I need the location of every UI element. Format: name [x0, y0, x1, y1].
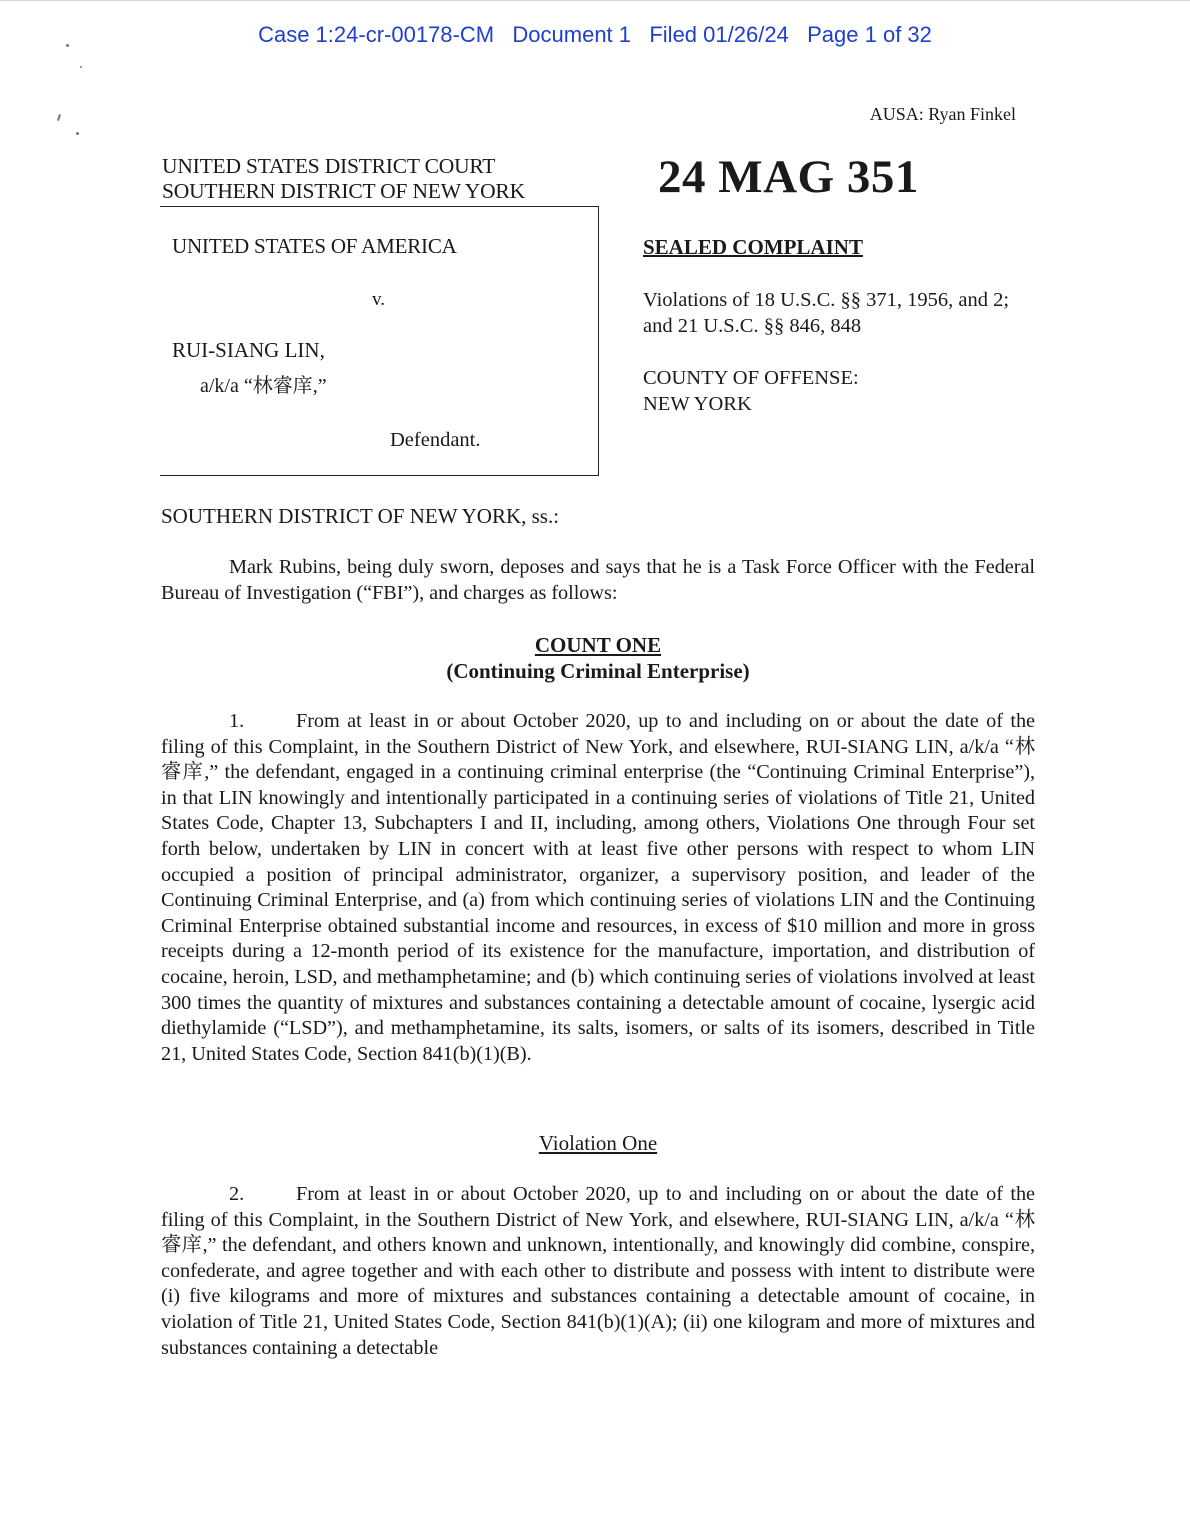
paragraph-1-text: From at least in or about October 2020, up to and including on or about the date of the filing of this Complaint, in the Southern District of New York, and elsewhere, RUI-SIANG LIN, a/k/a “林睿庠,” the defendant, engaged in a continuing criminal enterprise (the “Continuing Criminal Enterprise”), in that LIN knowingly and intentionally participated in a continuing series of violations of Title 21, United States Code, Chapter 13, Subchapters I and II, including, among others, Violations One through Four set forth below, undertaken by LIN in concert with at least five other persons with respect to whom LIN occupied a position of principal administrator, organizer, a supervisory position, and leader of the Continuing Criminal Enterprise, and (a) from which continuing series of violations LIN and the Continuing Criminal Enterprise obtained substantial income and resources, in excess of $10 million and more in gross receipts during a 12-month period of its existence for the manufacture, importation, and distribution of cocaine, heroin, LSD, and methamphetamine; and (b) which continuing series of violations involved at least 300 times the quantity of mixtures and substances containing a detectable amount of cocaine, lysergic acid diethylamide (“LSD”), and methamphetamine, its salts, isomers, or salts of its isomers, described in Title 21, United States Code, Section 841(b)(1)(B). — [161, 710, 1035, 1065]
intro-text: Mark Rubins, being duly sworn, deposes and says that he is a Task Force Officer with the Federal Bureau of Investigation (“FBI”), and charges as follows: — [161, 556, 1035, 604]
intro-paragraph — [161, 555, 1035, 606]
paragraph-2-number: 2. — [229, 1183, 245, 1205]
violation-one-heading — [161, 1130, 1035, 1156]
defendant-alias: a/k/a “林睿庠,” — [200, 375, 327, 397]
paragraph-2 — [161, 1182, 1035, 1361]
county-label: COUNTY OF OFFENSE: — [643, 367, 859, 389]
court-line-1: UNITED STATES DISTRICT COURT — [162, 154, 496, 178]
paragraph-1-number: 1. — [229, 710, 245, 732]
plaintiff-name: UNITED STATES OF AMERICA — [172, 234, 457, 258]
case-caption-box — [160, 206, 599, 476]
court-name — [162, 154, 525, 207]
violations-statutes: Violations of 18 U.S.C. §§ 371, 1956, and 2; and 21 U.S.C. §§ 846, 848 — [643, 289, 1010, 337]
scan-speck — [57, 114, 61, 121]
scan-speck — [80, 66, 82, 68]
violation-one-title: Violation One — [538, 1131, 658, 1155]
count-one-heading — [161, 632, 1035, 684]
paragraph-2-text: From at least in or about October 2020, up to and including on or about the date of the filing of this Complaint, in the Southern District of New York, and elsewhere, RUI-SIANG LIN, a/k/a “林睿庠,” the defendant, and others known and unknown, intentionally, and knowingly did combine, conspire, confederate, and agree together and with each other to distribute and possess with intent to distribute were (i) five kilograms and more of mixtures and substances containing a detectable amount of cocaine, in violation of Title 21, United States Code, Section 841(b)(1)(A); (ii) one kilogram and more of mixtures and substances containing a detectable — [161, 1183, 1035, 1359]
venue-line: SOUTHERN DISTRICT OF NEW YORK, ss.: — [161, 504, 560, 528]
county-of-offense — [643, 365, 859, 417]
county-value: NEW YORK — [643, 393, 752, 415]
count-one-subtitle: (Continuing Criminal Enterprise) — [446, 659, 750, 683]
ausa-label: AUSA: Ryan Finkel — [869, 104, 1016, 124]
scan-speck — [76, 132, 79, 135]
magistrate-number: 24 MAG 351 — [658, 151, 919, 203]
defendant-label: Defendant. — [390, 429, 481, 451]
case-header-stamp: Case 1:24-cr-00178-CM Document 1 Filed 01/26/24 Page 1 of 32 — [258, 22, 932, 47]
complaint-type: SEALED COMPLAINT — [643, 235, 863, 259]
versus-label: v. — [372, 289, 386, 310]
count-one-title: COUNT ONE — [534, 633, 662, 657]
court-line-2: SOUTHERN DISTRICT OF NEW YORK — [162, 179, 525, 207]
scan-edge — [0, 0, 1190, 1]
paragraph-1 — [161, 709, 1035, 1067]
defendant-name: RUI-SIANG LIN, — [172, 338, 325, 362]
